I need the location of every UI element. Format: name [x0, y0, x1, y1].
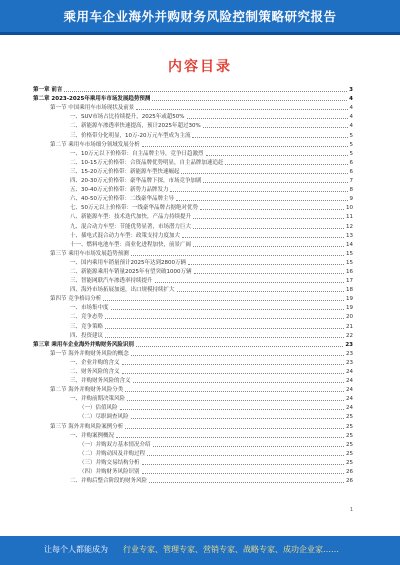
- toc-entry-title: 第四节 竞争格局分析: [50, 296, 102, 303]
- toc-entry[interactable]: [33, 149, 353, 158]
- dot-leader: [133, 382, 344, 383]
- dot-leader: [136, 109, 347, 110]
- dot-leader: [147, 455, 344, 456]
- toc-entry-page: 24: [346, 405, 353, 412]
- toc-entry-page: 19: [346, 296, 353, 303]
- toc-entry-title: （二）并购动因及并购过程: [79, 450, 146, 457]
- toc-entry[interactable]: [33, 467, 353, 476]
- toc-entry[interactable]: [33, 112, 353, 121]
- dot-leader: [194, 273, 345, 274]
- toc-entry-title: 四、投资建议: [70, 332, 104, 339]
- toc-entry-title: 四、海外市场拓展加速，出口规模持续扩大: [70, 287, 175, 294]
- toc-entry[interactable]: [33, 458, 353, 467]
- toc-entry-page: 26: [346, 478, 353, 485]
- toc-entry-page: 6: [349, 159, 353, 166]
- dot-leader: [142, 473, 344, 474]
- toc-entry[interactable]: [33, 394, 353, 403]
- toc-entry[interactable]: [33, 431, 353, 440]
- dot-leader: [203, 127, 348, 128]
- dot-leader: [103, 300, 344, 301]
- header-divider: [0, 32, 400, 35]
- toc-entry-page: 5: [349, 132, 353, 139]
- toc-entry[interactable]: [33, 267, 353, 276]
- toc-entry-page: 15: [346, 250, 353, 257]
- toc-entry[interactable]: [33, 140, 353, 149]
- toc-entry-page: 4: [349, 114, 353, 121]
- dot-leader: [149, 482, 344, 483]
- toc-entry[interactable]: [33, 367, 353, 376]
- toc-entry-title: 九、混合动力车型：节能优势显著，市场潜力巨大: [70, 223, 192, 230]
- dot-leader: [206, 155, 348, 156]
- toc-entry-title: 三、15-20万元价格带：新能源车型快速崛起: [70, 168, 180, 175]
- toc-entry[interactable]: [33, 340, 353, 349]
- toc-entry-title: 第一章 前言: [33, 87, 63, 94]
- toc-entry-title: 第三节 海外并购风险案例分析: [50, 423, 124, 430]
- toc-entry-page: 24: [346, 387, 353, 394]
- dot-leader: [203, 182, 347, 183]
- toc-entry-page: 22: [346, 332, 353, 339]
- toc-entry-title: （一）并购双方基本情况介绍: [79, 441, 151, 448]
- footer-tagline: 行业专家、管理专家、营销专家、战略专家、成功企业家……: [123, 545, 339, 554]
- toc-entry-title: 一、并购前期决策风险: [70, 396, 126, 403]
- toc-entry-title: 一、国内乘用车销量预计2025年达到2800万辆: [70, 259, 186, 266]
- toc-entry-title: 第二章 2023-2025年乘用车市场发展趋势预测: [33, 96, 151, 103]
- dot-leader: [142, 464, 344, 465]
- toc-entry[interactable]: [33, 158, 353, 167]
- dot-leader: [136, 346, 343, 347]
- toc-entry-title: 七、50万元以上价格带：一线豪华品牌占据绝对优势: [70, 205, 199, 212]
- dot-leader: [155, 282, 344, 283]
- dot-leader: [64, 91, 347, 92]
- toc-heading: 内容目录: [168, 59, 232, 75]
- toc-entry-page: 25: [346, 441, 353, 448]
- toc-entry-title: 二、新能源乘用车销量2025年有望突破1000万辆: [70, 268, 192, 275]
- toc-entry[interactable]: [33, 240, 353, 249]
- dot-leader: [225, 164, 347, 165]
- toc-entry-title: 四、20-30万元价格带：豪华品牌下探，市场竞争加剧: [70, 178, 202, 185]
- toc-entry-title: （一）估值风险: [79, 405, 118, 412]
- toc-entry[interactable]: [33, 440, 353, 449]
- toc-entry[interactable]: [33, 349, 353, 358]
- toc-entry-title: （四）并购财务风险识别: [79, 469, 140, 476]
- toc-entry-page: 5: [349, 141, 353, 148]
- toc-entry-page: 8: [349, 187, 353, 194]
- toc-entry[interactable]: [33, 421, 353, 430]
- toc-entry-title: 五、30-40万元价格带：新势力品牌发力: [70, 187, 169, 194]
- toc-entry-page: 4: [349, 105, 353, 112]
- toc-entry[interactable]: [33, 130, 353, 139]
- dot-leader: [120, 409, 344, 410]
- toc-entry-title: 二、新能源车渗透率快速提高，预计2025年超过30%: [70, 123, 201, 130]
- toc-entry-page: 4: [349, 96, 353, 103]
- toc-entry-title: 十、插电式混合动力车型：政策支持力度加大: [70, 232, 181, 239]
- toc-entry-title: 二、财务风险的含义: [70, 369, 120, 375]
- toc-entry-page: 21: [346, 323, 353, 330]
- toc-entry-title: 八、新能源车型：技术迭代加快，产品力持续提升: [70, 214, 192, 221]
- toc-entry-title: 三、竞争策略: [70, 323, 104, 330]
- toc-entry[interactable]: [33, 376, 353, 385]
- toc-entry[interactable]: [33, 167, 353, 176]
- dot-leader: [192, 137, 347, 138]
- toc-entry-page: 25: [346, 432, 353, 439]
- toc-entry-page: 14: [346, 241, 353, 248]
- toc-entry[interactable]: [33, 103, 353, 112]
- dot-leader: [131, 255, 344, 256]
- dot-leader: [188, 264, 344, 265]
- dot-leader: [200, 209, 344, 210]
- toc-entry-title: 一、市场集中度: [70, 305, 109, 312]
- dot-leader: [181, 173, 347, 174]
- dot-leader: [125, 391, 344, 392]
- dot-leader: [127, 400, 344, 401]
- dot-leader: [193, 218, 344, 219]
- toc-entry-page: 23: [346, 359, 353, 366]
- toc-entry-page: 4: [349, 123, 353, 130]
- dot-leader: [125, 428, 344, 429]
- toc-entry-page: 23: [345, 341, 353, 348]
- toc-entry-title: 十一、燃料电池车型：商业化进程加快，前景广阔: [70, 241, 192, 248]
- toc-entry-page: 15: [346, 259, 353, 266]
- toc-entry-page: 6: [349, 168, 353, 175]
- page-number: 1: [349, 507, 353, 513]
- footer-bar: [0, 536, 400, 565]
- dot-leader: [153, 446, 344, 447]
- toc-entry-page: 19: [346, 305, 353, 312]
- toc-entry-page: 20: [346, 314, 353, 321]
- toc-entry-title: 三、智能网联汽车渗透率持续提升: [70, 278, 153, 285]
- toc-entry-page: 5: [349, 150, 353, 157]
- toc-entry-page: 25: [346, 450, 353, 457]
- dot-leader: [122, 373, 344, 374]
- dot-leader: [105, 328, 344, 329]
- toc-entry-title: 一、SUV市场占比持续提升，2025年或超50%: [70, 114, 185, 121]
- toc-entry[interactable]: [33, 476, 353, 485]
- dot-leader: [111, 309, 344, 310]
- toc-entry[interactable]: [33, 294, 353, 303]
- toc-entry-page: 24: [346, 396, 353, 403]
- toc-entry[interactable]: [33, 285, 353, 294]
- dot-leader: [176, 200, 348, 201]
- toc-entry-title: 三、并购财务风险的含义: [70, 378, 131, 385]
- report-title: 乘用车企业海外并购财务风险控制策略研究报告: [63, 9, 337, 24]
- toc-entry[interactable]: [33, 331, 353, 340]
- toc-entry[interactable]: [33, 249, 353, 258]
- toc-entry-page: 13: [346, 232, 353, 239]
- toc-entry-title: 第一节 中国乘用车市场现状及前景: [50, 105, 135, 112]
- dot-leader: [142, 146, 348, 147]
- toc-entry-page: 23: [346, 350, 353, 357]
- dot-leader: [182, 237, 344, 238]
- toc-entry-page: 9: [349, 196, 353, 203]
- toc-entry-page: 10: [346, 205, 353, 212]
- toc-entry[interactable]: [33, 312, 353, 321]
- toc-entry-title: 二、10-15万元价格带：合资品牌优势明显，自主品牌加速追赶: [70, 159, 224, 166]
- toc-entry-page: 25: [346, 423, 353, 430]
- toc-entry[interactable]: [33, 203, 353, 212]
- dot-leader: [131, 418, 344, 419]
- toc-entry[interactable]: [33, 194, 353, 203]
- toc-entry[interactable]: [33, 231, 353, 240]
- toc-entry-title: 一、企业并购的含义: [70, 359, 120, 366]
- dot-leader: [152, 100, 347, 101]
- toc-entry-page: 26: [346, 469, 353, 476]
- dot-leader: [187, 118, 348, 119]
- toc-entry-title: 一、并购案例概况: [70, 432, 115, 439]
- dot-leader: [122, 364, 344, 365]
- toc-entry[interactable]: [33, 358, 353, 367]
- toc-entry[interactable]: [33, 412, 353, 421]
- toc-entry[interactable]: [33, 176, 353, 185]
- toc-entry-title: 第三节 乘用车市场发展趋势预测: [50, 250, 129, 257]
- toc-entry-title: 六、40-50万元价格带：二线豪华品牌主导: [70, 196, 174, 203]
- toc-entry-title: 二、并购后整合阶段的财务风险: [70, 478, 148, 485]
- dot-leader: [105, 318, 344, 319]
- toc-entry-page: 12: [346, 223, 353, 230]
- dot-leader: [177, 291, 344, 292]
- toc-entry-page: 24: [346, 378, 353, 385]
- toc-entry[interactable]: [33, 212, 353, 221]
- toc-entry[interactable]: [33, 403, 353, 412]
- dot-leader: [131, 355, 344, 356]
- toc-entry-page: 16: [346, 268, 353, 275]
- toc-entry-title: 一、10万元以下价格带：自主品牌主导，竞争日趋激烈: [70, 150, 204, 157]
- toc-entry-page: 25: [346, 414, 353, 421]
- toc-entry[interactable]: [33, 85, 353, 94]
- dot-leader: [105, 337, 344, 338]
- toc-entry-page: 17: [346, 278, 353, 285]
- toc-entry-page: 25: [346, 459, 353, 466]
- toc-entry-title: 二、竞争态势: [70, 314, 104, 321]
- toc-entry-page: 24: [346, 369, 353, 375]
- toc-entry-title: （三）并购交易结构分析: [79, 459, 140, 466]
- dot-leader: [116, 437, 344, 438]
- toc-entry[interactable]: [33, 258, 353, 267]
- toc-entry[interactable]: [33, 121, 353, 130]
- toc-entry[interactable]: [33, 303, 353, 312]
- footer-slogan: 让每个人都能成为: [44, 545, 108, 554]
- table-of-contents: [33, 85, 353, 485]
- toc-entry-title: 第一节 海外并购财务风险的概念: [50, 350, 129, 357]
- dot-leader: [193, 228, 344, 229]
- toc-entry-title: 三、价格带分化明显，10万-20万元车型成为主流: [70, 132, 191, 139]
- toc-entry-page: 3: [349, 87, 353, 94]
- toc-entry-page: 11: [346, 214, 353, 221]
- toc-entry[interactable]: [33, 94, 353, 103]
- toc-entry-title: 第二节 乘用车市场细分领域发展分析: [50, 141, 140, 148]
- toc-entry[interactable]: [33, 276, 353, 285]
- toc-entry-title: 第三章 乘用车企业海外并购财务风险识别: [33, 341, 134, 348]
- toc-entry[interactable]: [33, 449, 353, 458]
- toc-entry[interactable]: [33, 321, 353, 330]
- dot-leader: [170, 191, 347, 192]
- toc-entry-title: 第二节 海外并购财务风险分类: [50, 387, 124, 394]
- toc-entry-title: （二）尽职调查风险: [79, 414, 129, 421]
- toc-entry-page: 7: [349, 178, 353, 185]
- toc-entry[interactable]: [33, 185, 353, 194]
- toc-entry[interactable]: [33, 221, 353, 230]
- toc-entry[interactable]: [33, 385, 353, 394]
- dot-leader: [193, 246, 344, 247]
- header-bar: [0, 0, 400, 32]
- toc-entry-page: 18: [346, 287, 353, 294]
